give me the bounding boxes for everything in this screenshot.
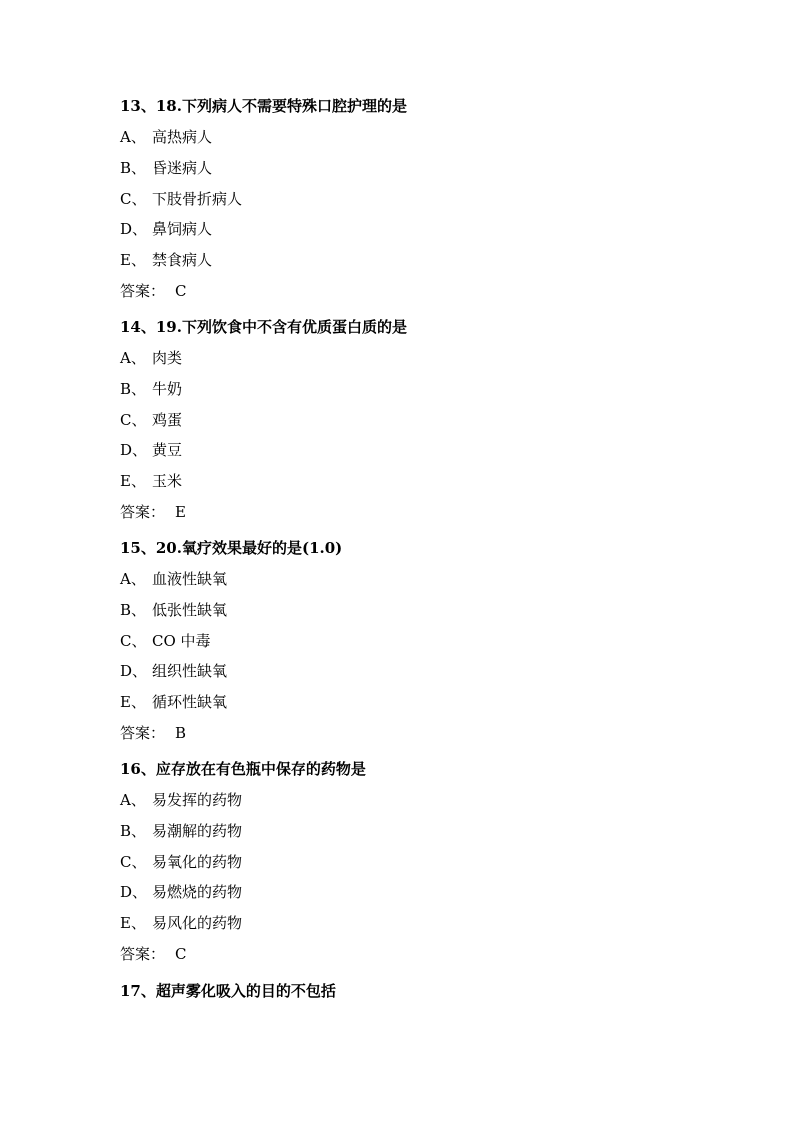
option-c [120, 852, 720, 872]
answer-line [120, 723, 720, 743]
option-b [120, 158, 720, 178]
option-letter: B、 [120, 158, 147, 177]
option-d [120, 661, 720, 681]
answer-label: 答案： [120, 281, 166, 300]
option-e [120, 913, 720, 933]
option-b [120, 821, 720, 841]
option-a [120, 127, 720, 147]
question-title: 16、应存放在有色瓶中保存的药物是 [120, 760, 366, 778]
option-text: 高热病人 [152, 128, 213, 146]
option-e [120, 471, 720, 491]
option-b [120, 379, 720, 399]
question-block [120, 759, 720, 964]
option-letter: D、 [120, 662, 148, 681]
option-text: 黄豆 [152, 441, 183, 460]
option-letter: C、 [120, 631, 147, 650]
option-letter: C、 [120, 189, 147, 208]
answer-line [120, 281, 720, 301]
question-block [120, 96, 720, 301]
option-text: 鼻饲病人 [152, 220, 213, 239]
answer-label: 答案： [120, 723, 166, 742]
option-text: 组织性缺氧 [152, 662, 228, 681]
option-text: 易燃烧的药物 [152, 883, 243, 902]
option-text: CO 中毒 [152, 631, 211, 650]
option-text: 低张性缺氧 [152, 600, 228, 619]
option-letter: A、 [120, 570, 146, 588]
option-text: 鸡蛋 [152, 410, 183, 429]
option-b [120, 600, 720, 620]
answer-line [120, 944, 720, 964]
option-letter: A、 [120, 349, 146, 367]
option-letter: E、 [120, 251, 146, 270]
answer-label: 答案： [120, 944, 166, 963]
option-c [120, 410, 720, 430]
option-a [120, 569, 720, 589]
answer-label: 答案： [120, 502, 166, 521]
option-e [120, 250, 720, 270]
option-text: 易潮解的药物 [152, 821, 243, 840]
option-a [120, 790, 720, 810]
option-letter: B、 [120, 600, 147, 619]
question-title: 17、超声雾化吸入的目的不包括 [120, 982, 336, 1000]
question-block [120, 981, 720, 1001]
option-text: 易发挥的药物 [152, 791, 243, 809]
option-text: 血液性缺氧 [152, 570, 228, 588]
option-letter: A、 [120, 128, 146, 146]
option-e [120, 692, 720, 712]
option-letter: A、 [120, 791, 146, 809]
question-title: 15、20.氧疗效果最好的是(1.0) [120, 539, 343, 557]
option-text: 玉米 [152, 472, 183, 491]
option-letter: D、 [120, 883, 148, 902]
option-letter: E、 [120, 693, 146, 712]
option-text: 易风化的药物 [152, 914, 243, 933]
option-letter: D、 [120, 441, 148, 460]
option-letter: C、 [120, 852, 147, 871]
option-text: 禁食病人 [152, 251, 213, 270]
option-text: 易氧化的药物 [152, 852, 243, 871]
question-block [120, 317, 720, 522]
option-d [120, 882, 720, 902]
option-a [120, 348, 720, 368]
option-letter: C、 [120, 410, 147, 429]
option-letter: E、 [120, 914, 146, 933]
question-title: 14、19.下列饮食中不含有优质蛋白质的是 [120, 318, 407, 336]
option-text: 肉类 [152, 349, 183, 367]
option-letter: E、 [120, 472, 146, 491]
option-c [120, 631, 720, 651]
option-letter: D、 [120, 220, 148, 239]
answer-value: E [175, 502, 186, 521]
option-c [120, 189, 720, 209]
answer-value: B [175, 723, 187, 742]
option-d [120, 219, 720, 239]
option-text: 循环性缺氧 [152, 693, 228, 712]
option-text: 下肢骨折病人 [152, 189, 243, 208]
option-letter: B、 [120, 821, 147, 840]
option-letter: B、 [120, 379, 147, 398]
question-block [120, 538, 720, 743]
question-title: 13、18.下列病人不需要特殊口腔护理的是 [120, 97, 407, 115]
answer-value: C [175, 944, 187, 963]
option-text: 昏迷病人 [152, 158, 213, 177]
option-text: 牛奶 [152, 379, 183, 398]
answer-line [120, 502, 720, 522]
answer-value: C [175, 281, 187, 300]
option-d [120, 440, 720, 460]
